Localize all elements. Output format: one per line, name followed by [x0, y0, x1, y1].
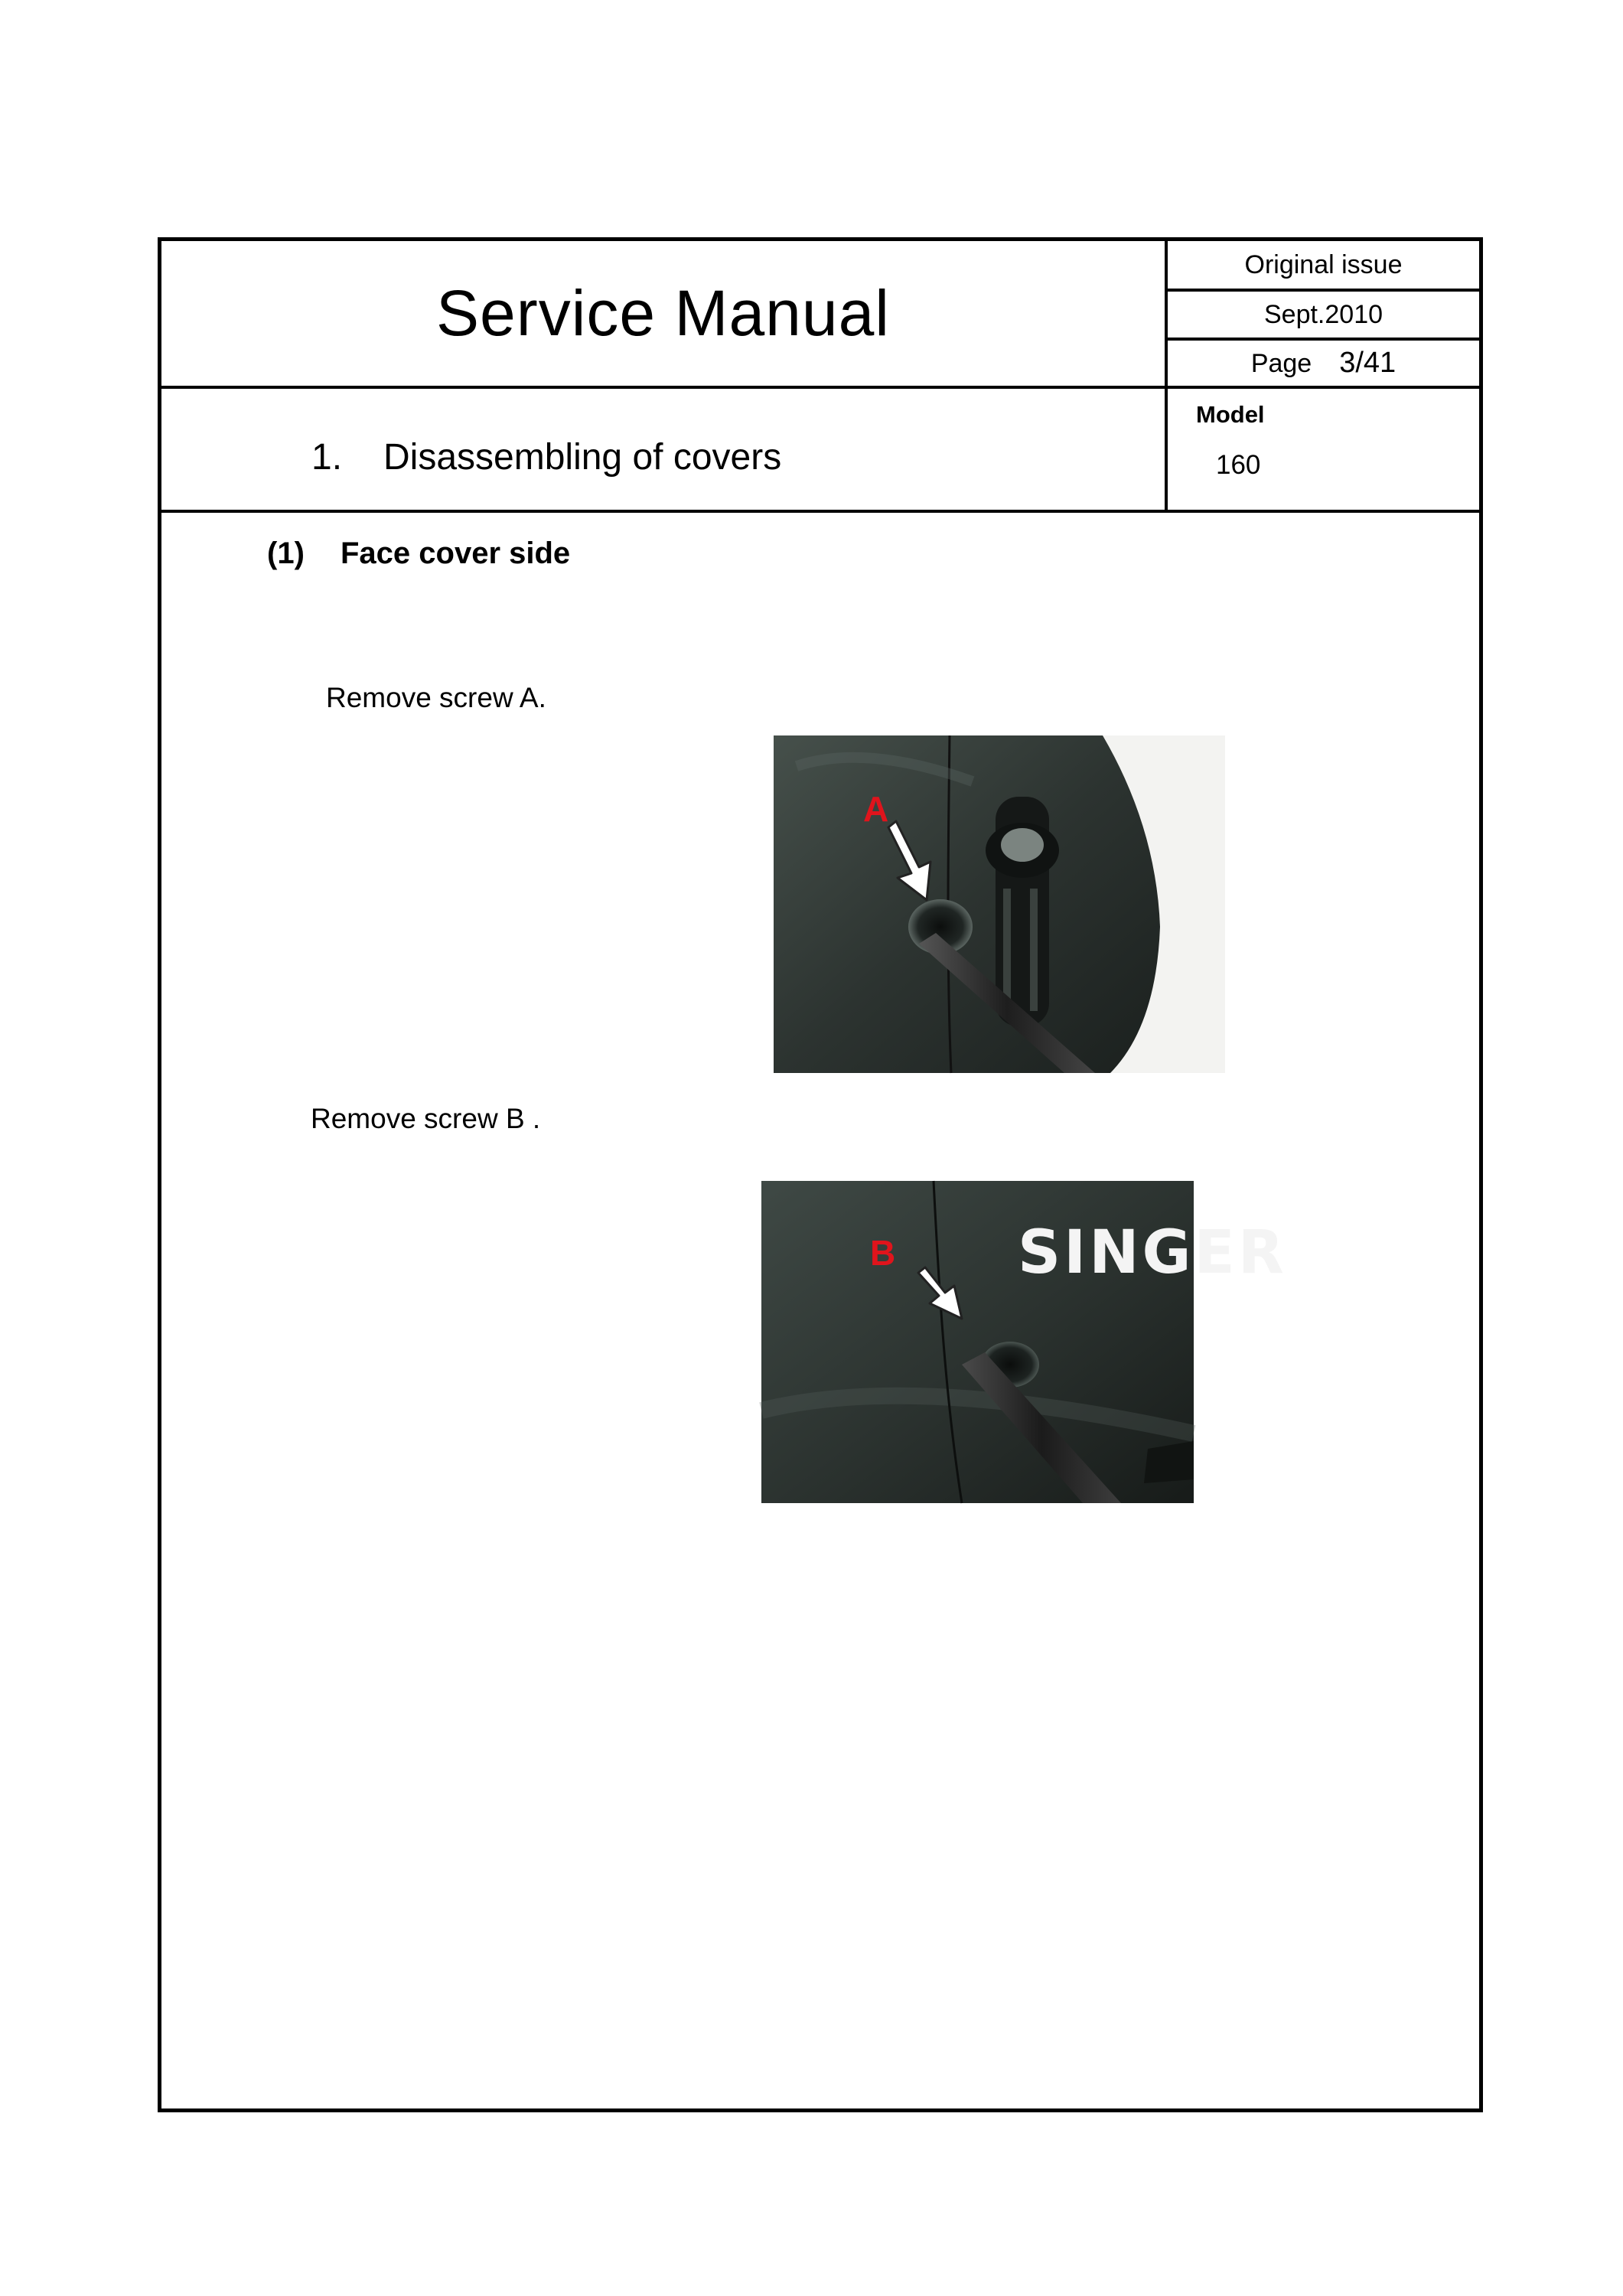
- model-value: 160: [1216, 450, 1261, 480]
- subsection-title: Face cover side: [341, 536, 571, 570]
- photo-label-a: A: [863, 789, 889, 829]
- page-frame: [158, 237, 1483, 2112]
- photo-brand-text: SINGER: [1018, 1218, 1287, 1287]
- model-label: Model: [1196, 401, 1265, 428]
- original-issue-label: Original issue: [1244, 249, 1403, 279]
- photo-label-b: B: [870, 1233, 896, 1273]
- page-value: 3/41: [1339, 347, 1396, 379]
- photo-screw-a: [774, 735, 1225, 1073]
- step-text-remove-screw-b: Remove screw B .: [311, 1103, 541, 1134]
- step-text-remove-screw-a: Remove screw A.: [326, 682, 546, 713]
- document-title: Service Manual: [436, 277, 890, 349]
- section-number: 1.: [311, 437, 343, 478]
- issue-date: Sept.2010: [1263, 299, 1383, 329]
- original-issue-cell: [1168, 241, 1479, 292]
- photo-screw-b: [761, 1181, 1287, 1503]
- page-label: Page: [1250, 349, 1312, 378]
- section-heading-cell: [161, 389, 1168, 513]
- section-title: Disassembling of covers: [383, 437, 782, 478]
- subsection-number: (1): [267, 536, 305, 570]
- issue-date-cell: [1168, 292, 1479, 341]
- title-cell: [161, 241, 1168, 389]
- model-cell: [1168, 389, 1479, 513]
- page-number-cell: [1168, 341, 1479, 389]
- screwdriver-on-screw-a-icon: [774, 735, 1225, 1073]
- screwdriver-on-screw-b-icon: [761, 1181, 1287, 1503]
